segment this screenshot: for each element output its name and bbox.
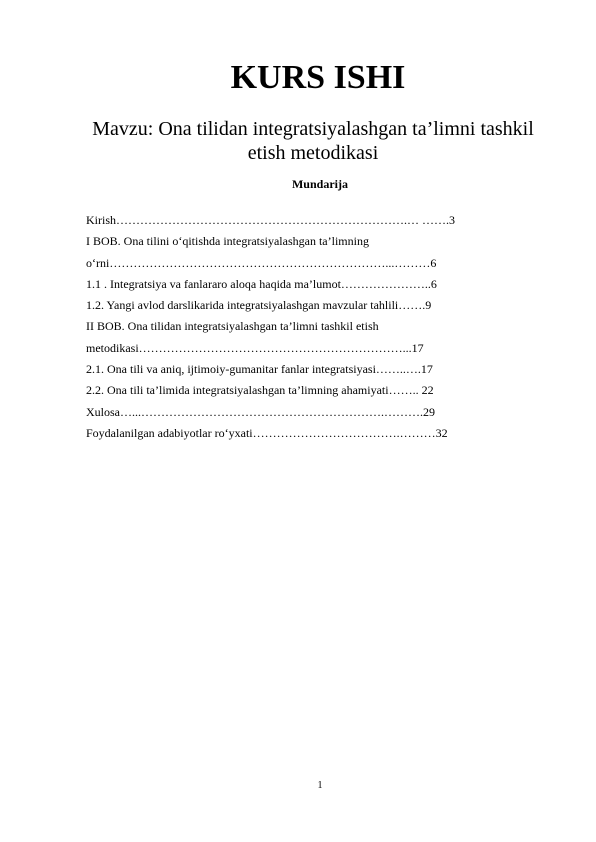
- toc-entry-section-1-1: 1.1 . Integratsiya va fanlararo aloqa haqida ma’lumot…………………..6: [86, 276, 437, 291]
- toc-entry-chapter-1-cont: o‘rni……………………………………………………………...………6: [86, 255, 437, 270]
- toc-entry-chapter-2-cont: metodikasi…………………………………………………………...17: [86, 340, 424, 355]
- toc-entry-references: Foydalanilgan adabiyotlar ro‘yxati……………………………….………32: [86, 425, 448, 440]
- toc-heading: Mundarija: [291, 177, 348, 191]
- toc-entry-section-2-2: 2.2. Ona tili ta’limida integratsiyalashgan ta’limning ahamiyati…….. 22: [86, 383, 434, 398]
- toc-entry-section-1-2: 1.2. Yangi avlod darslikarida integratsiyalashgan mavzular tahlili…….9: [86, 298, 432, 313]
- table-of-contents: [86, 210, 506, 444]
- page-number: 1: [317, 780, 323, 791]
- toc-entry-conclusion: Xulosa…...…………………………………………………….……….29: [86, 404, 435, 419]
- toc-entry-section-2-1: 2.1. Ona tili va aniq, ijtimoiy-gumanitar fanlar integratsiyasi……..….17: [86, 362, 433, 377]
- toc-entry-introduction: Kirish……………………………………………………………….… …….3: [86, 213, 455, 227]
- document-subject: Mavzu: Ona tilidan integratsiyalashgan ta’limni tashkil etish metodikasi: [92, 118, 534, 164]
- toc-entry-chapter-2: II BOB. Ona tilidan integratsiyalashgan ta’limni tashkil etish: [86, 319, 379, 334]
- document-title: KURS ISHI: [230, 59, 406, 96]
- toc-entry-chapter-1: I BOB. Ona tilini o‘qitishda integratsiyalashgan ta’limning: [86, 234, 369, 249]
